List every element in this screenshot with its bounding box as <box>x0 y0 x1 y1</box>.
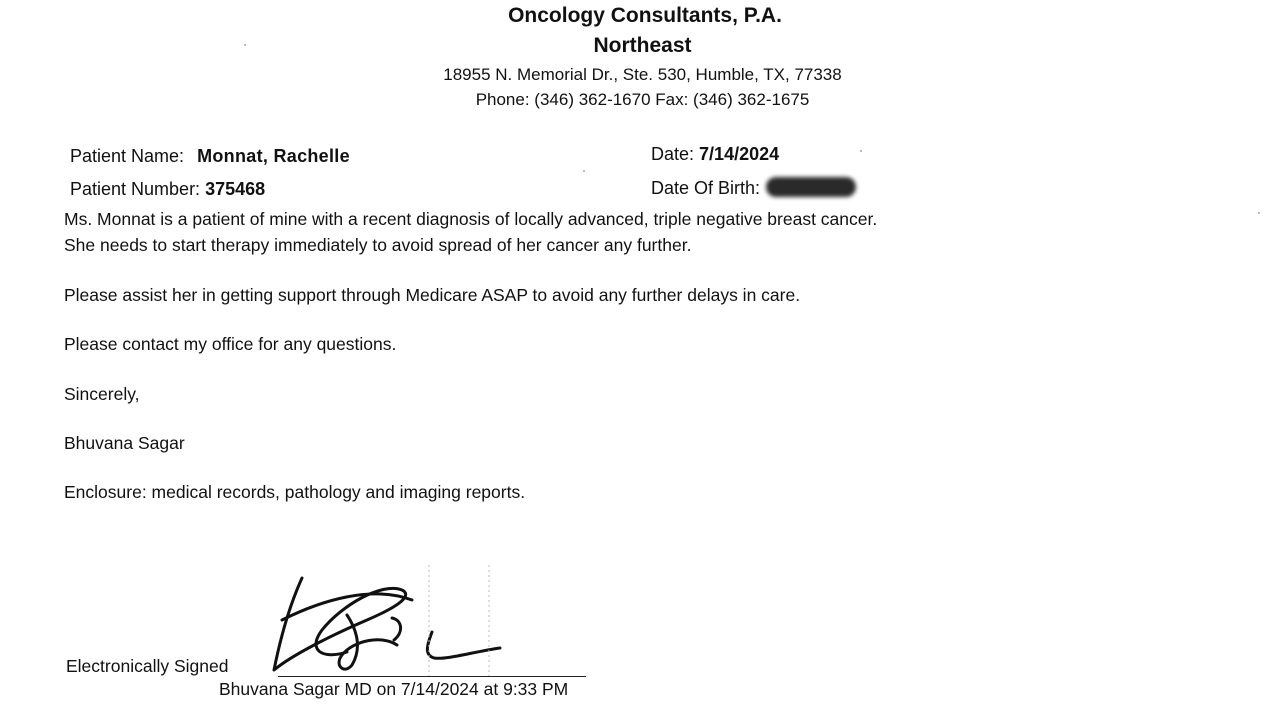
enclosure-note: Enclosure: medical records, pathology and imaging reports. <box>64 482 526 502</box>
patient-number-field <box>70 179 265 200</box>
scan-speck <box>244 44 246 46</box>
signer-name: Bhuvana Sagar <box>64 433 185 453</box>
organization-phone-fax: Phone: (346) 362-1670 Fax: (346) 362-1675 <box>475 90 810 109</box>
paragraph-diagnosis-line-1: Ms. Monnat is a patient of mine with a recent diagnosis of locally advanced, triple negative breast cancer. <box>64 209 878 229</box>
paragraph-diagnosis-line-2: She needs to start therapy immediately to avoid spread of her cancer any further. <box>64 235 692 255</box>
scan-speck <box>860 150 862 152</box>
scan-speck <box>583 170 585 172</box>
paragraph-diagnosis <box>64 206 877 258</box>
organization-address: 18955 N. Memorial Dr., Ste. 530, Humble, TX, 77338 <box>443 65 842 84</box>
date-of-birth-field <box>651 177 856 199</box>
scan-speck <box>1258 212 1260 214</box>
letter-date-field <box>651 144 779 165</box>
letter-date-value: 7/14/2024 <box>699 144 780 164</box>
electronic-signature-detail: Bhuvana Sagar MD on 7/14/2024 at 9:33 PM <box>219 679 569 699</box>
handwritten-signature <box>262 560 512 685</box>
signature-line <box>278 676 586 677</box>
letter-date-label: Date: <box>651 144 695 164</box>
patient-number-label: Patient Number: <box>70 179 201 199</box>
patient-name-field <box>70 146 350 167</box>
patient-number-value: 375468 <box>205 179 266 199</box>
electronic-signature-label: Electronically Signed <box>66 656 229 676</box>
paragraph-contact: Please contact my office for any questions. <box>64 334 397 354</box>
organization-name: Oncology Consultants, P.A. <box>508 4 782 27</box>
organization-branch: Northeast <box>593 34 692 57</box>
paragraph-request: Please assist her in getting support through Medicare ASAP to avoid any further delays in care. <box>64 285 801 305</box>
patient-name-label: Patient Name: <box>70 146 185 166</box>
date-of-birth-label: Date Of Birth: <box>651 178 761 198</box>
redacted-date-of-birth <box>766 177 856 197</box>
closing: Sincerely, <box>64 384 140 404</box>
patient-name-value: Monnat, Rachelle <box>197 146 350 166</box>
